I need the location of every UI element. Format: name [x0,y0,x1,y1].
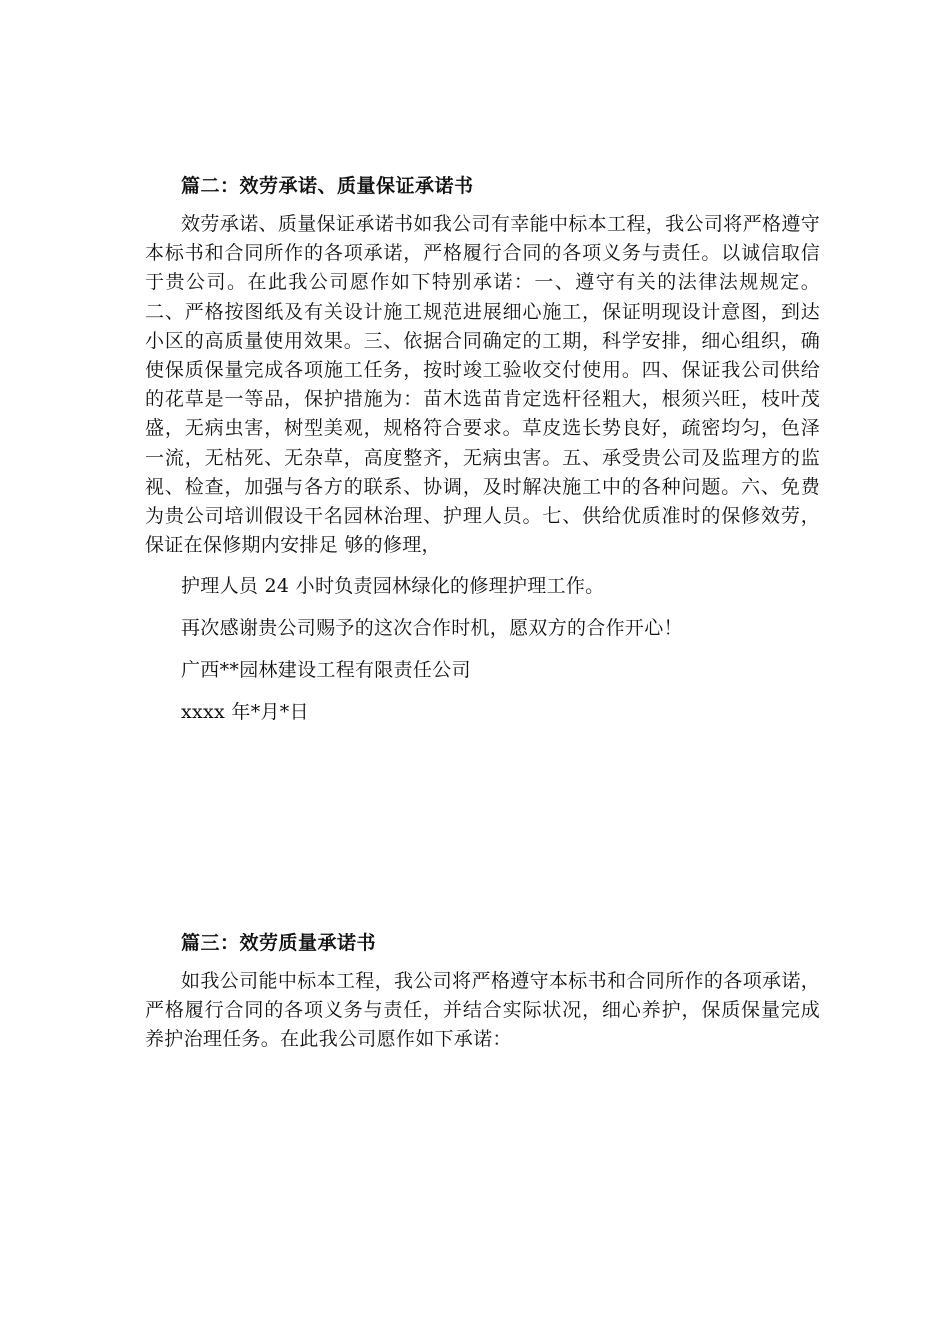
section-three-heading: 篇三：效劳质量承诺书 [181,932,377,954]
section-two-body: 效劳承诺、质量保证承诺书如我公司有幸能中标本工程，我公司将严格遵守本标书和合同所作的各项承诺，严格履行合同的各项义务与责任。以诚信取信于贵公司。在此我公司愿作如下特别承诺：一、遵守有关的法律法规规定。二、严格按图纸及有关设计施工规范进展细心施工，保证明现设计意图，到达小区的高质量使用效果。三、依据合同确定的工期，科学安排，细心组织，确使保质保量完成各项施工任务，按时竣工验收交付使用。四、保证我公司供给的花草是一等品，保护措施为：苗木选苗肯定选杆径粗大，根须兴旺，枝叶茂盛，无病虫害，树型美观，规格符合要求。草皮选长势良好，疏密均匀，色泽一流，无枯死、无杂草，高度整齐，无病虫害。五、承受贵公司及监理方的监视、检查，加强与各方的联系、协调，及时解决施工中的各种问题。六、免费为贵公司培训假设干名园林治理、护理人员。七、供给优质准时的保修效劳，保证在保修期内安排足 够的修理， [145,213,820,557]
section-two-heading: 篇二：效劳承诺、质量保证承诺书 [181,175,474,197]
staff-line: 护理人员 24 小时负责园林绿化的修理护理工作。 [181,575,605,598]
thanks-line: 再次感谢贵公司赐予的这次合作时机，愿双方的合作开心！ [181,617,683,640]
section-three-body: 如我公司能中标本工程，我公司将严格遵守本标书和合同所作的各项承诺，严格履行合同的各项义务与责任，并结合实际状况，细心养护，保质保量完成养护治理任务。在此我公司愿作如下承诺： [145,970,820,1051]
section-two [145,168,820,727]
document-date: xxxx 年*月*日 [181,701,309,724]
section-three [145,925,820,1055]
company-name: 广西**园林建设工程有限责任公司 [181,659,471,682]
